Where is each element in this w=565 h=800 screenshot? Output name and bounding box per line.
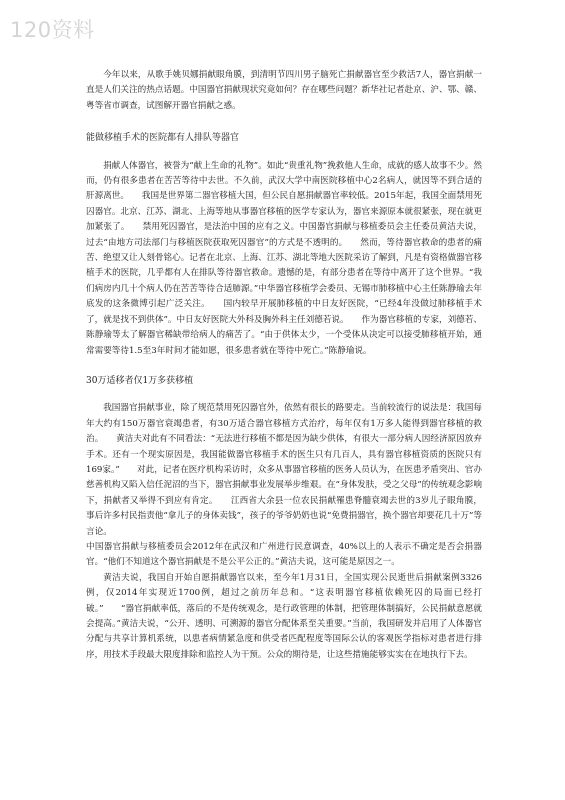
section-2-paragraph-3: 黄洁夫说，我国自开始自愿捐献器官以来，至今年1月31日，全国实现公民逝世后捐献案例3326例，仅2014年实现近1700例，超过之前历年总和。“这表明器官移植依赖死囚的局面已经打破。” “器官捐献率低，落后的不是传统观念，是行政管理的体制，把管理体制搞好，公民捐献意愿就会提高。”黄洁夫说，“公开、透明、可溯源的器官分配体系至关重要。”当前，我国研发并启用了人体器官分配与共享计算机系统，以患者病情紧急度和供受者匹配程度等国际公认的客观医学指标对患者进行排序，用技术手段最大限度排除和监控人为干预。公众的期待是，让这些措施能够实实在在地执行下去。 [86, 572, 482, 660]
intro-paragraph: 今年以来，从歌手姚贝娜捐献眼角膜，到清明节四川男子脑死亡捐献器官至少救活7人，器官捐献一直是人们关注的热点话题。中国器官捐献现状究竟如何？存在哪些问题？新华社记者赴京、沪、鄂、赣、粤等省市调查，试图解开器官捐献之惑。 [86, 70, 482, 111]
section-heading-2: 30万适移者仅1万多获移植 [86, 375, 194, 386]
section-heading-1: 能做移植手术的医院都有人排队等器官 [86, 133, 240, 144]
article-body [86, 68, 482, 663]
section-1-paragraph: 捐献人体器官，被誉为“献上生命的礼物”。如此“贵重礼物”挽救他人生命，成就的感人故事不少。然而，仍有很多患者在苦苦等待中去世。不久前，武汉大学中南医院移植中心2名病人，就因等不到合适的肝源离世。 我国是世界第二器官移植大国，但公民自愿捐献器官率较低。2015年起，我国全面禁用死囚器官。北京、江苏、湖北、上海等地从事器官移植的医学专家认为，器官来源原本就很紧张，现在就更加紧张了。 禁用死囚器官，是法治中国的应有之义。中国器官捐献与移植委员会主任委员黄洁夫说，过去“由地方司法部门与移植医院获取死囚器官”的方式是不透明的。 然而，等待器官救命的患者的痛苦、绝望又让人刻骨铭心。记者在北京、上海、江苏、湖北等地大医院采访了解到，凡是有资格做器官移植手术的医院，几乎都有人在排队等待器官救命。遗憾的是，有部分患者在等待中离开了这个世界。“我们病房内几十个病人仍在苦苦等待合适肺源。”中华器官移植学会委员、无锡市肺移植中心主任陈静瑜去年底发的这条微博引起广泛关注。 国内较早开展肺移植的中日友好医院，“已经4年没做过肺移植手术了，就是找不到供体”。中日友好医院大外科及胸外科主任刘德若说。 作为器官移植的专家，刘德若、陈静瑜等太了解器官稀缺带给病人的痛苦了。“由于供体太少，一个受体从决定可以接受肺移植开始，通常需要等待1.5至3年时间才能如愿，很多患者就在等待中死亡。”陈静瑜说。 [86, 160, 482, 356]
section-2-paragraph-1: 我国器官捐献事业，除了规范禁用死囚器官外，依然有很长的路要走。当前较流行的说法是：我国每年大约有150万器官衰竭患者，有30万适合器官移植方式治疗，每年仅有1万多人能得到器官移植的救治。 黄洁夫对此有不同看法：“无法进行移植不都是因为缺少供体，有很大一部分病人因经济原因放弃手术。还有一个现实原因是，我国能做器官移植手术的医生只有几百人，具有器官移植资质的医院只有169家。” 对此，记者在医疗机构采访时，众多从事器官移植的医务人员认为，在医患矛盾突出、官办慈善机构又陷入信任泥沼的当下，器官捐献事业发展举步维艰。在“身体发肤，受之父母”的传统观念影响下，捐献者又举得不到应有肯定。 江西省大余县一位农民捐献罹患脊髓衰竭去世的3岁儿子眼角膜，事后许多村民指责他“拿儿子的身体卖钱”，孩子的爷爷奶奶也说“免费捐器官，换个器官却要花几十万”等言论。 [86, 403, 482, 537]
watermark: 120资料 [10, 18, 95, 42]
section-2-paragraph-2: 中国器官捐献与移植委员会2012年在武汉和广州进行民意调查，40%以上的人表示不确定是否会捐器官。“他们不知道这个器官捐献是不是公平公正的。”黄洁夫说，这可能是原因之一。 [86, 541, 482, 568]
